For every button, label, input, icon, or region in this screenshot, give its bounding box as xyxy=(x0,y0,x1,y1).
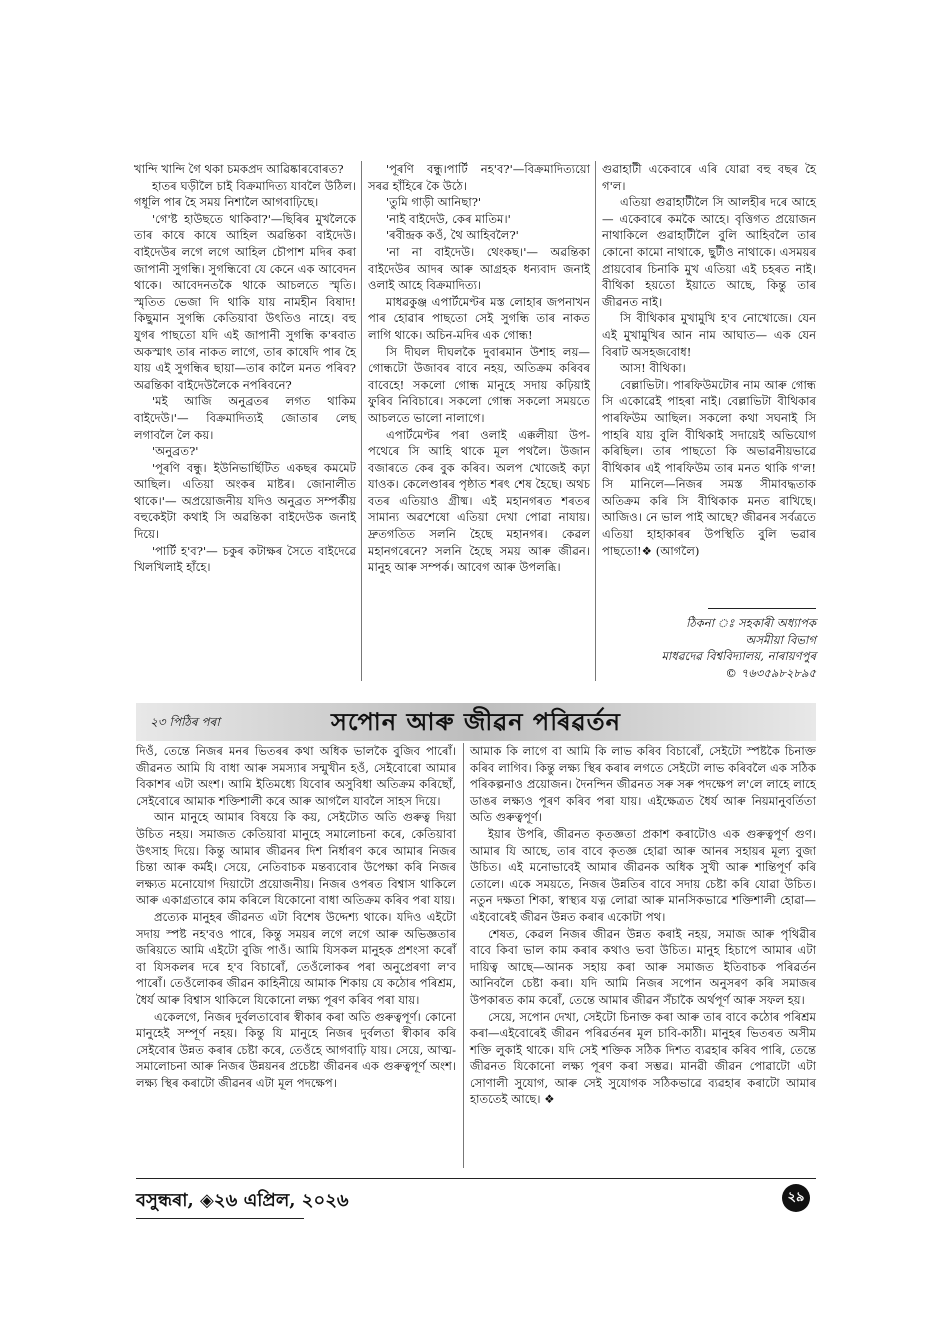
publication-footer: বসুন্ধৰা, ◈২৬ এপ্ৰিল, ২০২৬ xyxy=(136,1190,349,1211)
paragraph: গুৱাহাটী একেবাৰে এৰি যোৱা বহু বছৰ হৈ গ'ল। xyxy=(602,162,816,193)
article-column-2 xyxy=(470,743,816,1108)
paragraph: 'গে'ষ্ট হাউছতে থাকিবা?'—ছিৰিৰ মুখলৈকে তাৰ কাষে কাষে আহিল অৱন্তিকা বাইদেউ। বাইদেউৰ লগে লগে আহিল চৌপাশ মদিৰ কৰা জাপানী সুগন্ধি। সুগন্ধিবো যে কেনে এক আবেদন থাকে। আবেদনতকৈ থাকে আচলতে স্মৃতি। স্মৃতিত ভেজা দি থাকি যায় নামহীন বিষাদ! কিছুমান সুগন্ধি কেতিয়াবা উৎতিও নাহে। বহু যুগৰ পাছতো যদি এই জাপানী সুগন্ধি ক'ৰবাত অকস্মাৎ তাৰ নাকত লাগে, তাৰ কাষেদি পাৰ হৈ যায় এই সুগন্ধিৰ ছায়া—তাৰ কালৈ মনত পৰিব? অৱন্তিকা বাইদেউলৈকে নপৰিবনে? xyxy=(134,211,356,392)
paragraph: বেল্লাভিটা। পাৰফিউমটোৰ নাম আৰু গোন্ধ সি একোৱেই পাহৰা নাই। বেল্লাভিটা বীথিকাৰ পাৰফিউম আছিল। সকলো কথা সঘনাই সি পাহৰি যায় বুলি বীথিকাই সদায়েই অভিযোগ কৰিছিল। তাৰ পাছতো কি অভাৱনীয়ভাৱে বীথিকাৰ এই পাৰফিউম তাৰ মনত থাকি গ'ল! সি মানিলে—নিজৰ সমস্ত সীমাবদ্ধতাক অতিক্ৰম কৰি সি বীথিকাক মনত ৰাখিছে। আজিও। নে ভাল পাই আছে? জীৱনৰ সৰ্বত্ৰতে এতিয়া হাহাকাৰৰ উপস্থিতি বুলি ভৱাৰ পাছতো!❖ (আগলৈ) xyxy=(602,377,816,558)
paragraph: সেয়ে, সপোন দেখা, সেইটো চিনাক্ত কৰা আৰু তাৰ বাবে কঠোৰ পৰিশ্ৰম কৰা—এইবোৰেই জীৱন পৰিৱৰ্তনৰ মূল চাবি-কাঠী। মানুহৰ ভিতৰত অসীম শক্তি লুকাই থাকে। যদি সেই শক্তিক সঠিক দিশত ব্যৱহাৰ কৰিব পাৰি, তেন্তে জীৱনত যিকোনো লক্ষ্য পূৰণ কৰা সম্ভৱ। মানৱী জীৱন পোৱাটো এটা সোণালী সুযোগ, আৰু সেই সুযোগক সঠিকভাৱে ব্যৱহাৰ কৰাটো আমাৰ হাততেই আছে। ❖ xyxy=(470,1009,816,1107)
article-banner xyxy=(136,703,816,741)
paragraph: এপাৰ্টমেণ্টৰ পৰা ওলাই এক্কলীয়া উপ-পথেৰে সি আহি থাকে মূল পথলৈ। উজান বজাৰতে কেৰ বুক কৰিব। অলপ খোজেই কঢ়া যাওক। কেলেণ্ডাৰৰ পৃষ্ঠাত শৰৎ শেষ হৈছে। অথচ বতৰ এতিয়াও গ্ৰীষ্ম। এই মহানগৰত শৰতৰ সামান্য অৱশেষো এতিয়া দেখা পোৱা নাযায়। দ্ৰুতগতিত সলনি হৈছে মহানগৰ। কেৱল মহানগৰেনে? সলনি হৈছে সময় আৰু জীৱন। মানুহ আৰু সম্পৰ্ক। আবেগ আৰু উপলব্ধি। xyxy=(368,427,590,575)
address-line: মাধৱদেৱ বিশ্ববিদ্যালয়, নাৰায়ণপুৰ xyxy=(661,649,816,664)
paragraph: এতিয়া গুৱাহাটীলৈ সি আলহীৰ দৰে আহে— একেবাৰে কমকৈ আহে। বৃত্তিগত প্ৰয়োজন নাথাকিলে গুৱাহাটীলৈ বুলি আহিবলৈ তাৰ কোনো কামো নাথাকে, ছুটীও নাথাকে। এসময়ৰ প্ৰায়বোৰ চিনাকি মুখ এতিয়া এই চহৰত নাই। বীথিকা হয়তো ইয়াতে আছে, কিন্তু তাৰ জীৱনত নাই। xyxy=(602,195,816,309)
paragraph: 'মই আজি অনুব্ৰতৰ লগত থাকিম বাইদেউ।'— বিক্ৰমাদিত্যই জোতাৰ লেছ লগাবলৈ লৈ কয়। xyxy=(134,394,356,442)
story-column-3 xyxy=(602,161,816,559)
paragraph: 'না না বাইদেউ। থেংকছ।'— অৱন্তিকা বাইদেউৰ আদৰ আৰু আগ্ৰহক ধন্যবাদ জনাই ওলাই আহে বিক্ৰমাদিত্য। xyxy=(368,244,590,293)
paragraph: দিওঁ, তেন্তে নিজৰ মনৰ ভিতৰৰ কথা অধিক ভালকৈ বুজিব পাৰোঁ। জীৱনত আমি যি বাধা আৰু সমস্যাৰ সন্মুখীন হওঁ, সেইবোৰো আমাৰ বিকাশৰ এটা অংশ। আমি ইতিমধ্যে যিবোৰ অসুবিধা অতিক্ৰম কৰিছোঁ, সেইবোৰে আমাক শক্তিশালী কৰে আৰু আগলৈ যাবলৈ সাহস দিয়ে। xyxy=(136,744,456,808)
paragraph: 'তুমি গাড়ী আনিছা?' xyxy=(386,195,482,210)
signature-rule xyxy=(708,608,816,609)
paragraph: সি বীথিকাৰ মুখামুখি হ'ব নোখোজে। যেন এই মুখামুখিৰ আন নাম আঘাত— এক যেন বিৰাট অসহজবোধ! xyxy=(602,311,816,359)
paragraph: আস! বীথিকা। xyxy=(620,361,686,376)
story-column-1 xyxy=(134,161,356,576)
paragraph: আমাক কি লাগে বা আমি কি লাভ কৰিব বিচাৰোঁ, সেইটো স্পষ্টকৈ চিনাক্ত কৰিব লাগিব। কিন্তু লক্ষ্য স্থিৰ কৰাৰ লগতে সেইটো লাভ কৰিবলৈ এক সঠিক পৰিকল্পনাও প্ৰয়োজন। দৈনন্দিন জীৱনত সৰু সৰু পদক্ষেপ ল'লে লাহে লাহে ডাঙৰ লক্ষ্যও পূৰণ কৰিব পৰা যায়। এইক্ষেত্ৰত ধৈৰ্য আৰু নিয়মানুবৰ্তিতা অতি গুৰুত্বপূৰ্ণ। xyxy=(470,744,816,825)
paragraph: সি দীঘল দীঘলকৈ দুবাৰমান উশাহ লয়—গোন্ধটো উজাবৰ বাবে নহয়, অতিক্ৰম কৰিবৰ বাবেহে! সকলো গোন্ধ মানুহে সদায় কঢ়িয়াই ফুৰিব নিবিচাৰে। সকলো গোন্ধ সকলো সময়তে আচলতে ভালো নালাগে। xyxy=(368,344,590,425)
paragraph: 'পূৰণি বন্ধু।পাৰ্টি নহ'ব?'—বিক্ৰমাদিত্যয়ো সৰৱ হাঁহিৰে কৈ উঠে। xyxy=(368,162,590,193)
paragraph: আন মানুহে আমাৰ বিষয়ে কি কয়, সেইটোত অতি গুৰুত্ব দিয়া উচিত নহয়। সমাজত কেতিয়াবা মানুহে সমালোচনা কৰে, কেতিয়াবা উৎসাহ দিয়ে। কিন্তু আমাৰ জীৱনৰ দিশ নিৰ্ধাৰণ কৰে আমাৰ নিজৰ চিন্তা আৰু কৰ্মই। সেয়ে, নেতিবাচক মন্তব্যবোৰ উপেক্ষা কৰি নিজৰ লক্ষ্যত মনোযোগ দিয়াটো প্ৰয়োজনীয়। নিজৰ ওপৰত বিশ্বাস থাকিলে আৰু একাগ্ৰতাৰে কাম কৰিলে যিকোনো বাধা অতিক্ৰম কৰিব পৰা যায়। xyxy=(136,810,456,908)
paragraph: 'পূৰণি বন্ধু। ইউনিভাৰ্ছিটিত একছৰ কমমেট আছিল। এতিয়া অংকৰ মাষ্টৰ। জোনালীত থাকে।'— অপ্ৰয়োজনীয় যদিও অনুব্ৰত সম্পৰ্কীয় বহুকেইটা কথাই সি অৱন্তিকা বাইদেউক জনাই দিয়ে। xyxy=(134,460,356,542)
paragraph: মাধৱকুঞ্জ এপাৰ্টমেণ্টৰ মস্ত লোহাৰ জপনাখন পাৰ হোৱাৰ পাছতো সেই সুগন্ধি তাৰ নাকত লাগি থাকে। অচিন-মদিৰ এক গোন্ধ! xyxy=(368,294,590,342)
paragraph: ইয়াৰ উপৰি, জীৱনত কৃতজ্ঞতা প্ৰকাশ কৰাটোও এক গুৰুত্বপূৰ্ণ গুণ। আমাৰ যি আছে, তাৰ বাবে কৃতজ্ঞ হোৱা আৰু আনৰ সহায়ৰ মূল্য বুজা উচিত। এই মনোভাবেই আমাৰ জীৱনক অধিক সুখী আৰু শান্তিপূৰ্ণ কৰি তোলে। একে সময়তে, নিজৰ উন্নতিৰ বাবে সদায় চেষ্টা কৰি যোৱা উচিত। নতুন দক্ষতা শিকা, স্বাস্থ্যৰ যত্ন লোৱা আৰু মানসিকভাৱে শক্তিশালী হোৱা—এইবোৰেই জীৱন উন্নত কৰাৰ একোটা পথ। xyxy=(470,826,816,924)
paragraph: 'অনুব্ৰত?' xyxy=(152,444,199,459)
footer-rule xyxy=(136,1178,816,1179)
paragraph: প্ৰত্যেক মানুহৰ জীৱনত এটা বিশেষ উদ্দেশ্য থাকে। যদিও এইটো সদায় স্পষ্ট নহ'বও পাৰে, কিন্তু সময়ৰ লগে লগে আৰু অভিজ্ঞতাৰ জৰিয়তে আমি এইটো বুজি পাওঁ। আমি যিসকল মানুহক প্ৰশংসা কৰোঁ বা যিসকলৰ দৰে হ'ব বিচাৰোঁ, তেওঁলোকৰ পৰা অনুপ্ৰেৰণা ল'ব পাৰোঁ। তেওঁলোকৰ জীৱন কাহিনীয়ে আমাক শিকায় যে কঠোৰ পৰিশ্ৰম, ধৈৰ্য আৰু বিশ্বাস থাকিলে যিকোনো লক্ষ্য পূৰণ কৰিব পৰা যায়। xyxy=(136,909,456,1007)
paragraph: একেলগে, নিজৰ দুৰ্বলতাবোৰ স্বীকাৰ কৰা অতি গুৰুত্বপূৰ্ণ। কোনো মানুহেই সম্পূৰ্ণ নহয়। কিন্তু যি মানুহে নিজৰ দুৰ্বলতা স্বীকাৰ কৰি সেইবোৰ উন্নত কৰাৰ চেষ্টা কৰে, তেওঁহে আগবাঢ়ি যায়। সেয়ে, আত্ম-সমালোচনা আৰু নিজৰ উন্নয়নৰ প্ৰচেষ্টা জীৱনৰ এক গুৰুত্বপূৰ্ণ অংশ। লক্ষ্য স্থিৰ কৰাটো জীৱনৰ এটা মূল পদক্ষেপ। xyxy=(136,1009,456,1090)
column-divider xyxy=(463,743,464,1168)
paragraph: 'ৰবীন্দ্ৰক কওঁ, থৈ আহিবলৈ?' xyxy=(386,228,519,243)
paragraph: 'পাৰ্টি হ'ব?'— চকুৰ কটাক্ষৰ সৈতে বাইদেৱে খিলখিলাই হাঁহে। xyxy=(134,543,356,575)
page-number-badge: ২৯ xyxy=(782,1184,810,1212)
paragraph: হাতৰ ঘড়ীলৈ চাই বিক্ৰমাদিত্য যাবলৈ উঠিল। গধূলি পাৰ হৈ সময় নিশালৈ আগবাঢ়িছে। xyxy=(134,178,356,210)
column-divider xyxy=(361,161,362,681)
footer-underline xyxy=(136,1218,304,1219)
paragraph: 'নাই বাইদেউ, কেৰ মাতিম।' xyxy=(386,211,511,226)
story-column-2 xyxy=(368,161,590,576)
paragraph: খান্দি খান্দি গৈ থকা চমকপ্ৰদ আৱিষ্কাৰবোৰত? xyxy=(134,162,344,176)
column-divider xyxy=(595,161,596,681)
paragraph: শেষত, কেৱল নিজৰ জীৱন উন্নত কৰাই নহয়, সমাজ আৰু পৃথিৱীৰ বাবে কিবা ভাল কাম কৰাৰ কথাও ভবা উচিত। মানুহ হিচাপে আমাৰ এটা দায়িত্ব আছে—আনক সহায় কৰা আৰু সমাজত ইতিবাচক পৰিৱৰ্তন আনিবলৈ চেষ্টা কৰা। যদি আমি নিজৰ সপোন অনুসৰণ কৰি সমাজৰ উপকাৰত কাম কৰোঁ, তেন্তে আমাৰ জীৱন সঁচাকৈ অৰ্থপূৰ্ণ আৰু সফল হয়। xyxy=(470,926,816,1007)
phone-number: © ৭৬৩৫৯৮২৮৯৫ xyxy=(725,665,816,680)
continued-from-label: ২৩ পিঠিৰ পৰা xyxy=(150,715,220,729)
address-line: ঠিকনা ঃ সহকাৰী অধ্যাপক xyxy=(686,616,816,630)
address-line: অসমীয়া বিভাগ xyxy=(745,632,816,647)
article-column-1 xyxy=(136,743,456,1091)
author-address xyxy=(602,615,816,681)
article-title: সপোন আৰু জীৱন পৰিৱৰ্তন xyxy=(331,707,621,736)
